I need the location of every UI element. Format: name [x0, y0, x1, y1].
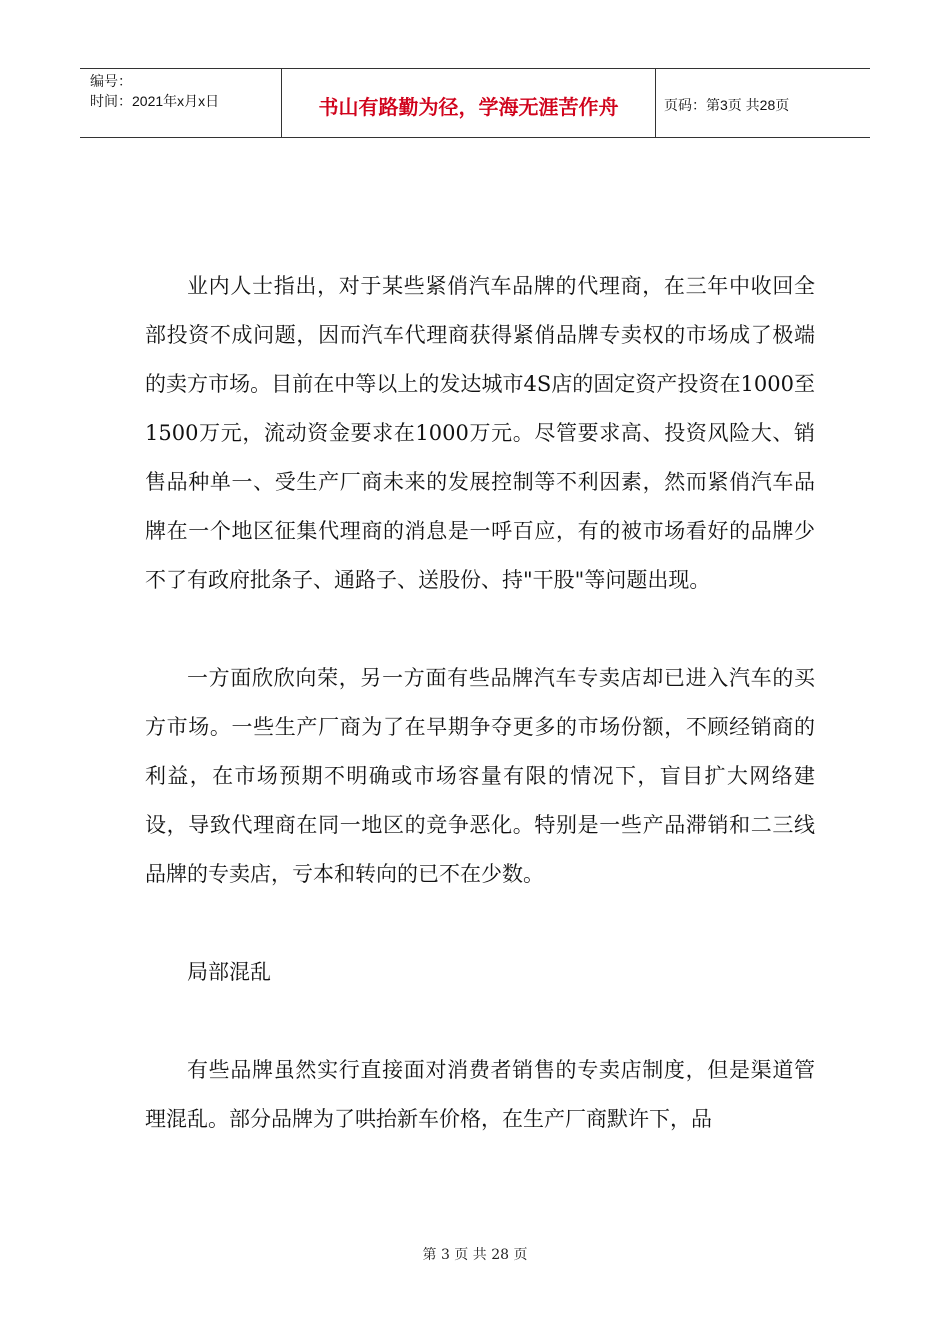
date-label: 时间：2021年x月x日	[90, 93, 220, 109]
document-header	[80, 68, 870, 138]
header-motto-cell	[282, 69, 656, 137]
footer-page-number: 第 3 页 共 28 页	[422, 1247, 528, 1263]
page-info-text: 页码：第3页 共28页	[664, 97, 790, 113]
body-paragraph: 有些品牌虽然实行直接面对消费者销售的专卖店制度，但是渠道管理混乱。部分品牌为了哄抬新车价格，在生产厂商默许下，品	[145, 1058, 815, 1131]
body-paragraph: 一方面欣欣向荣，另一方面有些品牌汽车专卖店却已进入汽车的买方市场。一些生产厂商为了在早期争夺更多的市场份额，不顾经销商的利益，在市场预期不明确或市场容量有限的情况下，盲目扩大网络建设，导致代理商在同一地区的竞争恶化。特别是一些产品滞销和二三线品牌的专卖店，亏本和转向的已不在少数。	[145, 666, 815, 886]
body-paragraph: 业内人士指出，对于某些紧俏汽车品牌的代理商，在三年中收回全部投资不成问题，因而汽车代理商获得紧俏品牌专卖权的市场成了极端的卖方市场。目前在中等以上的发达城市4S店的固定资产投资在1000至1500万元，流动资金要求在1000万元。尽管要求高、投资风险大、销售品种单一、受生产厂商未来的发展控制等不利因素，然而紧俏汽车品牌在一个地区征集代理商的消息是一呼百应，有的被市场看好的品牌少不了有政府批条子、通路子、送股份、持"干股"等问题出现。	[145, 274, 815, 592]
page-footer	[0, 1244, 950, 1264]
header-page-info-cell	[656, 69, 870, 137]
section-heading: 局部混乱	[187, 960, 271, 984]
document-body	[145, 262, 815, 1144]
serial-label: 编号：	[90, 73, 132, 89]
motto-text: 书山有路勤为径，学海无涯苦作舟	[318, 94, 619, 119]
header-meta-cell	[80, 69, 282, 137]
